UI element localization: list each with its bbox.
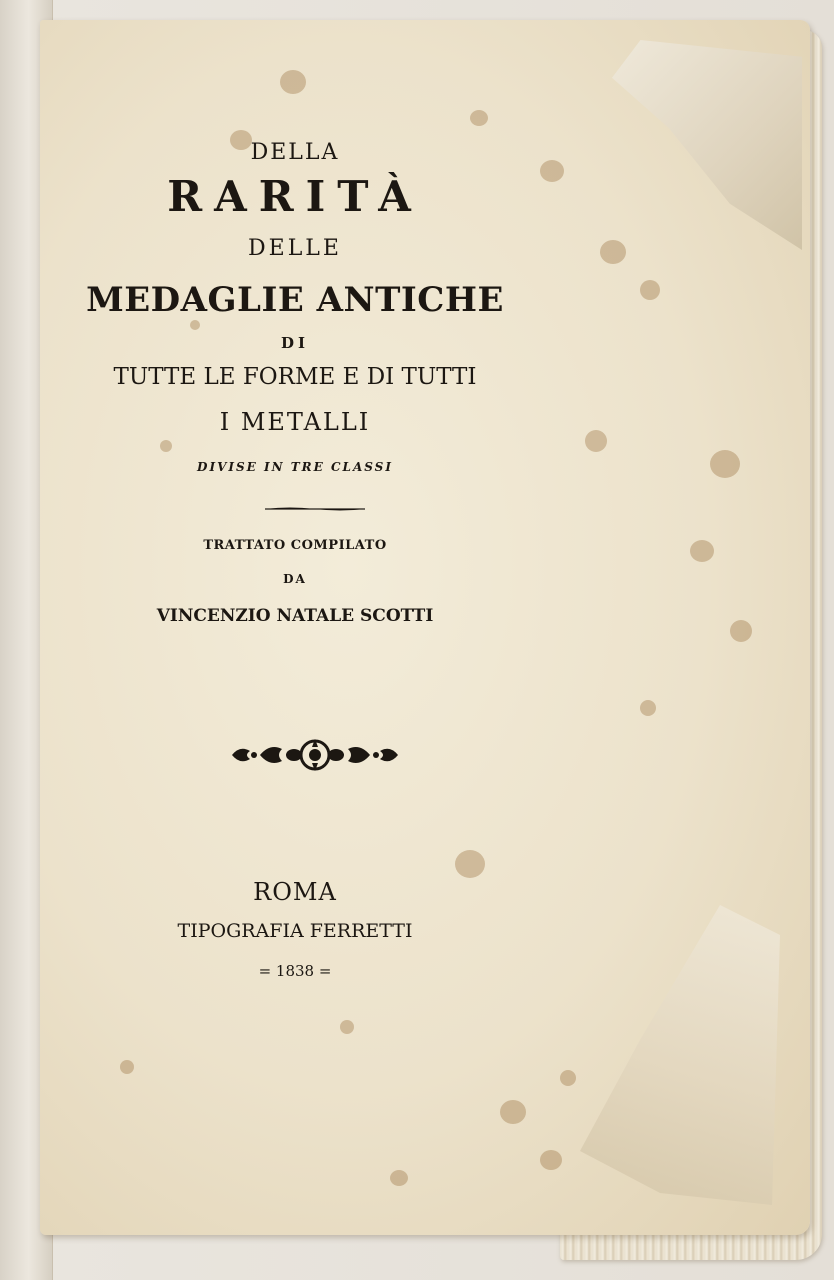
title-page — [40, 20, 810, 1235]
foxing-spot — [540, 1150, 562, 1170]
title-line-delle: DELLE — [248, 236, 342, 261]
title-line-di: DI — [280, 334, 310, 352]
foxing-spot — [730, 620, 752, 642]
title-line-della: DELLA — [250, 140, 340, 165]
title-line-rarita: RARITÀ — [167, 172, 423, 221]
foxing-spot — [690, 540, 714, 562]
foxing-spot — [500, 1100, 526, 1124]
imprint-place: ROMA — [253, 878, 337, 906]
foxing-spot — [560, 1070, 576, 1086]
imprint-printer: TIPOGRAFIA FERRETTI — [177, 920, 413, 942]
title-line-tutte: TUTTE LE FORME E DI TUTTI — [113, 364, 477, 390]
line-trattato: TRATTATO COMPILATO — [203, 538, 387, 553]
foxing-spot — [390, 1170, 408, 1186]
foxing-spot — [280, 70, 306, 94]
foxing-spot — [470, 110, 488, 126]
foxing-spot — [540, 160, 564, 182]
foxing-spot — [120, 1060, 134, 1074]
torn-corner-top — [612, 40, 802, 250]
torn-edge-bottom — [580, 905, 780, 1205]
foxing-spot — [600, 240, 626, 264]
horizontal-rule-ornament — [265, 506, 365, 512]
title-line-metalli: I METALLI — [219, 408, 371, 436]
foxing-spot — [710, 450, 740, 478]
foxing-spot — [340, 1020, 354, 1034]
imprint-year: = 1838 = — [258, 962, 332, 980]
foxing-spot — [640, 280, 660, 300]
subtitle-divise: DIVISE IN TRE CLASSI — [197, 460, 393, 474]
author-name: VINCENZIO NATALE SCOTTI — [156, 606, 434, 626]
line-da: DA — [283, 572, 307, 586]
foxing-spot — [190, 320, 200, 330]
foxing-spot — [455, 850, 485, 878]
foxing-spot — [160, 440, 172, 452]
title-line-medaglie: MEDAGLIE ANTICHE — [86, 280, 504, 320]
foxing-spot — [585, 430, 607, 452]
foxing-spot — [640, 700, 656, 716]
floral-ornament-icon — [230, 735, 400, 775]
